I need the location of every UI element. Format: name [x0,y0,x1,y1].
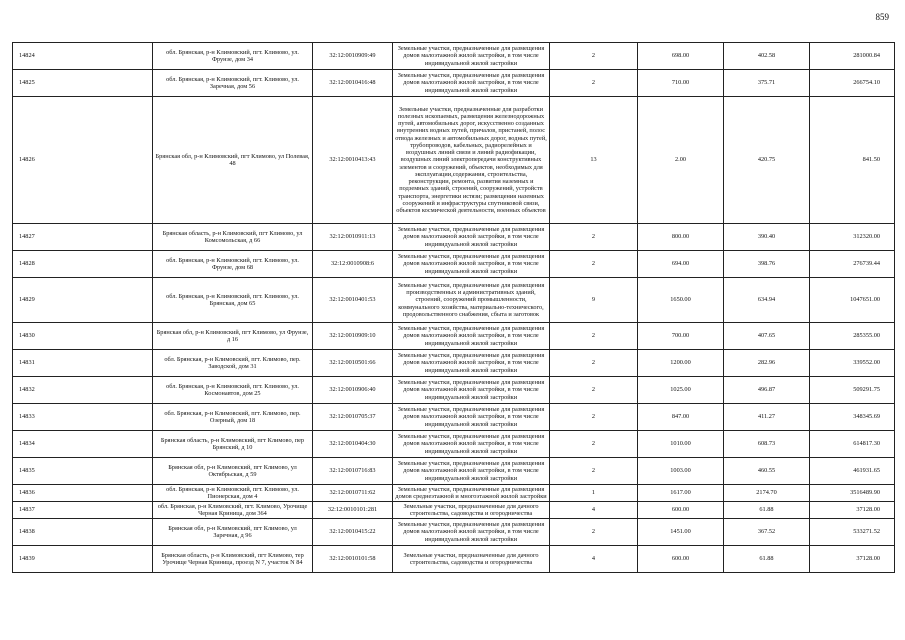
row-cadastral-number: 32:12:0010101:281 [313,502,393,519]
row-land-use: Земельные участки, предназначенные для размещения домов малоэтажной жилой застройки, в том числе индивидуальной жилой застройки [393,377,550,404]
row-cadastral-number: 32:12:0010501:66 [313,350,393,377]
row-area: 1025.00 [638,377,724,404]
table-row [13,431,895,458]
row-specific-value: 411.27 [724,404,810,431]
table-row [13,43,895,70]
row-use-group: 2 [550,458,638,485]
row-address: обл. Брянская, р-н Климовский, пгт. Климово, ул. Фрунзе, дом 68 [153,251,313,278]
table-row [13,350,895,377]
row-use-group: 2 [550,323,638,350]
row-use-group: 4 [550,502,638,519]
row-cadastral-value: 461931.65 [810,458,895,485]
row-address: обл. Брянская, р-н Климовский, пгт. Климово, ул. Пионерская, дом 4 [153,485,313,502]
row-id: 14829 [13,278,153,323]
row-address: Брянская обл, р-н Климовский, пгт Климово, ул Заречная, д 96 [153,519,313,546]
row-cadastral-value: 37128.00 [810,546,895,573]
row-land-use: Земельные участки, предназначенные для размещения домов малоэтажной жилой застройки, в том числе индивидуальной жилой застройки [393,43,550,70]
row-cadastral-value: 37128.00 [810,502,895,519]
row-cadastral-number: 32:12:0010413:43 [313,97,393,224]
table-row [13,458,895,485]
row-id: 14828 [13,251,153,278]
row-specific-value: 407.65 [724,323,810,350]
row-area: 1617.00 [638,485,724,502]
row-cadastral-value: 266754.10 [810,70,895,97]
row-area: 600.00 [638,502,724,519]
row-cadastral-number: 32:12:0010101:58 [313,546,393,573]
row-address: обл. Брянская, р-н Климовский, пгт. Климово, пер. Заводской, дом 31 [153,350,313,377]
row-cadastral-number: 32:12:0010911:13 [313,224,393,251]
table-body [13,43,895,573]
row-address: обл. Брянская, р-н Климовский, пгт. Климово, ул. Заречная, дом 56 [153,70,313,97]
row-id: 14835 [13,458,153,485]
row-id: 14837 [13,502,153,519]
row-address: Брянская область, р-н Климовский, пгт Климово, тер Урочище Черная Криница, проезд N 7, участок N 84 [153,546,313,573]
row-address: обл. Брянская, р-н Климовский, пгт. Климово, ул. Космонавтов, дом 25 [153,377,313,404]
row-specific-value: 61.88 [724,546,810,573]
row-area: 1200.00 [638,350,724,377]
row-address: обл. Брянская, р-н Климовский, пгт. Климово, ул. Брянская, дом 65 [153,278,313,323]
row-use-group: 2 [550,404,638,431]
row-area: 700.00 [638,323,724,350]
row-area: 1003.00 [638,458,724,485]
row-land-use: Земельные участки, предназначенные для дачного строительства, садоводства и огородничества [393,546,550,573]
table-row [13,70,895,97]
row-specific-value: 496.87 [724,377,810,404]
row-address: Брянская область, р-н Климовский, пгт Климово, пер Брянский, д 10 [153,431,313,458]
row-id: 14827 [13,224,153,251]
row-cadastral-value: 312320.00 [810,224,895,251]
row-cadastral-value: 614817.30 [810,431,895,458]
row-land-use: Земельные участки, предназначенные для размещения домов малоэтажной жилой застройки, в том числе индивидуальной жилой застройки [393,519,550,546]
row-area: 600.00 [638,546,724,573]
row-id: 14825 [13,70,153,97]
row-land-use: Земельные участки, предназначенные для размещения домов малоэтажной жилой застройки, в том числе индивидуальной жилой застройки [393,70,550,97]
row-land-use: Земельные участки, предназначенные для размещения домов среднеэтажной и многоэтажной жилой застройки [393,485,550,502]
row-land-use: Земельные участки, предназначенные для размещения домов малоэтажной жилой застройки, в том числе индивидуальной жилой застройки [393,350,550,377]
row-area: 2.00 [638,97,724,224]
row-id: 14830 [13,323,153,350]
row-use-group: 2 [550,431,638,458]
row-cadastral-value: 276739.44 [810,251,895,278]
row-land-use: Земельные участки, предназначенные для размещения производственных и административных зданий, строений, сооружений промышленности, коммунального хозяйства, материально-технического, продовольственного снабжения, сбыта и заготовок [393,278,550,323]
row-cadastral-value: 281000.84 [810,43,895,70]
table-row [13,251,895,278]
row-area: 694.00 [638,251,724,278]
row-specific-value: 420.75 [724,97,810,224]
row-cadastral-value: 348345.69 [810,404,895,431]
row-specific-value: 2174.70 [724,485,810,502]
row-land-use: Земельные участки, предназначенные для размещения домов малоэтажной жилой застройки, в том числе индивидуальной жилой застройки [393,224,550,251]
row-address: Брянская область, р-н Климовский, пгт Климово, ул Комсомольская, д 66 [153,224,313,251]
row-use-group: 13 [550,97,638,224]
table-row [13,485,895,502]
row-id: 14824 [13,43,153,70]
row-cadastral-number: 32:12:0010404:30 [313,431,393,458]
row-id: 14838 [13,519,153,546]
row-land-use: Земельные участки, предназначенные для размещения домов малоэтажной жилой застройки, в том числе индивидуальной жилой застройки [393,458,550,485]
row-area: 698.00 [638,43,724,70]
row-address: обл. Брянская, р-н Климовский, пгт. Климово, Урочище Черная Криница, дом 364 [153,502,313,519]
row-cadastral-value: 1047651.00 [810,278,895,323]
row-land-use: Земельные участки, предназначенные для размещения домов малоэтажной жилой застройки, в том числе индивидуальной жилой застройки [393,323,550,350]
row-land-use: Земельные участки, предназначенные для размещения домов малоэтажной жилой застройки, в том числе индивидуальной жилой застройки [393,431,550,458]
row-use-group: 2 [550,519,638,546]
row-land-use: Земельные участки, предназначенные для разработки полезных ископаемых, размещения железнодорожных путей, автомобильных дорог, искусственно созданных внутренних водных путей, причалов, пристаней, полос отвода железных и автомобильных дорог, водных путей, трубопроводов, кабельных, радиорелейных и воздушных линий связи и линий радиофикации, воздушных линий электропередачи конструктивных элементов и сооружений, объектов, необходимых для эксплуатации,содержания, строительства, реконструкции, ремонта, развития наземных и подземных зданий, строений, сооружений, устройств транспорта, энергетики истязи; размещения наземных сооружений и инфраструктуры спутниковой связи, объектов космической деятельности, военных объектов [393,97,550,224]
row-cadastral-number: 32:12:0010401:53 [313,278,393,323]
row-cadastral-number: 32:12:0010415:22 [313,519,393,546]
cadastral-value-table [12,42,895,573]
row-cadastral-value: 509291.75 [810,377,895,404]
row-address: обл. Брянская, р-н Климовский, пгт. Климово, пер. Озерный, дом 18 [153,404,313,431]
row-specific-value: 398.76 [724,251,810,278]
row-specific-value: 608.73 [724,431,810,458]
row-specific-value: 375.71 [724,70,810,97]
row-cadastral-number: 32:12:0010416:48 [313,70,393,97]
row-cadastral-number: 32:12:0010705:37 [313,404,393,431]
row-cadastral-value: 285355.00 [810,323,895,350]
row-land-use: Земельные участки, предназначенные для размещения домов малоэтажной жилой застройки, в том числе индивидуальной жилой застройки [393,251,550,278]
row-use-group: 1 [550,485,638,502]
row-cadastral-value: 339552.00 [810,350,895,377]
row-id: 14831 [13,350,153,377]
row-use-group: 2 [550,224,638,251]
table-row [13,278,895,323]
row-cadastral-number: 32:12:0010909:10 [313,323,393,350]
row-id: 14834 [13,431,153,458]
row-address: Брянская обл, р-н Климовский, пгт Климово, ул Полевая, 48 [153,97,313,224]
row-specific-value: 402.58 [724,43,810,70]
row-land-use: Земельные участки, предназначенные для размещения домов малоэтажной жилой застройки, в том числе индивидуальной жилой застройки [393,404,550,431]
row-cadastral-number: 32:12:0010716:83 [313,458,393,485]
table-row [13,546,895,573]
table-row [13,502,895,519]
row-area: 710.00 [638,70,724,97]
row-address: Брянская обл, р-н Климовский, пгт Климово, ул Октябрьская, д 59 [153,458,313,485]
page-number: 859 [875,12,889,22]
table-row [13,224,895,251]
table-row [13,519,895,546]
table-row [13,323,895,350]
row-cadastral-number: 32:12:0010908:6 [313,251,393,278]
row-use-group: 9 [550,278,638,323]
row-area: 1650.00 [638,278,724,323]
row-area: 800.00 [638,224,724,251]
row-specific-value: 390.40 [724,224,810,251]
row-cadastral-number: 32:12:0010909:49 [313,43,393,70]
row-cadastral-value: 841.50 [810,97,895,224]
table-row [13,404,895,431]
row-address: Брянская обл, р-н Климовский, пгт Климово, ул Фрунзе, д 16 [153,323,313,350]
row-land-use: Земельные участки, предназначенные для дачного строительства, садоводства и огородничества [393,502,550,519]
row-specific-value: 634.94 [724,278,810,323]
row-use-group: 4 [550,546,638,573]
row-cadastral-value: 3516489.90 [810,485,895,502]
table-row [13,97,895,224]
row-use-group: 2 [550,251,638,278]
row-use-group: 2 [550,70,638,97]
row-cadastral-number: 32:12:0010711:62 [313,485,393,502]
row-area: 1010.00 [638,431,724,458]
row-use-group: 2 [550,377,638,404]
row-cadastral-value: 533271.52 [810,519,895,546]
row-address: обл. Брянская, р-н Климовский, пгт. Климово, ул. Фрунзе, дом 34 [153,43,313,70]
row-id: 14833 [13,404,153,431]
row-id: 14832 [13,377,153,404]
row-specific-value: 460.55 [724,458,810,485]
row-specific-value: 61.88 [724,502,810,519]
row-cadastral-number: 32:12:0010906:40 [313,377,393,404]
row-use-group: 2 [550,43,638,70]
row-id: 14839 [13,546,153,573]
row-id: 14836 [13,485,153,502]
row-id: 14826 [13,97,153,224]
row-use-group: 2 [550,350,638,377]
row-specific-value: 367.52 [724,519,810,546]
row-area: 1451.00 [638,519,724,546]
row-specific-value: 282.96 [724,350,810,377]
row-area: 847.00 [638,404,724,431]
table-row [13,377,895,404]
